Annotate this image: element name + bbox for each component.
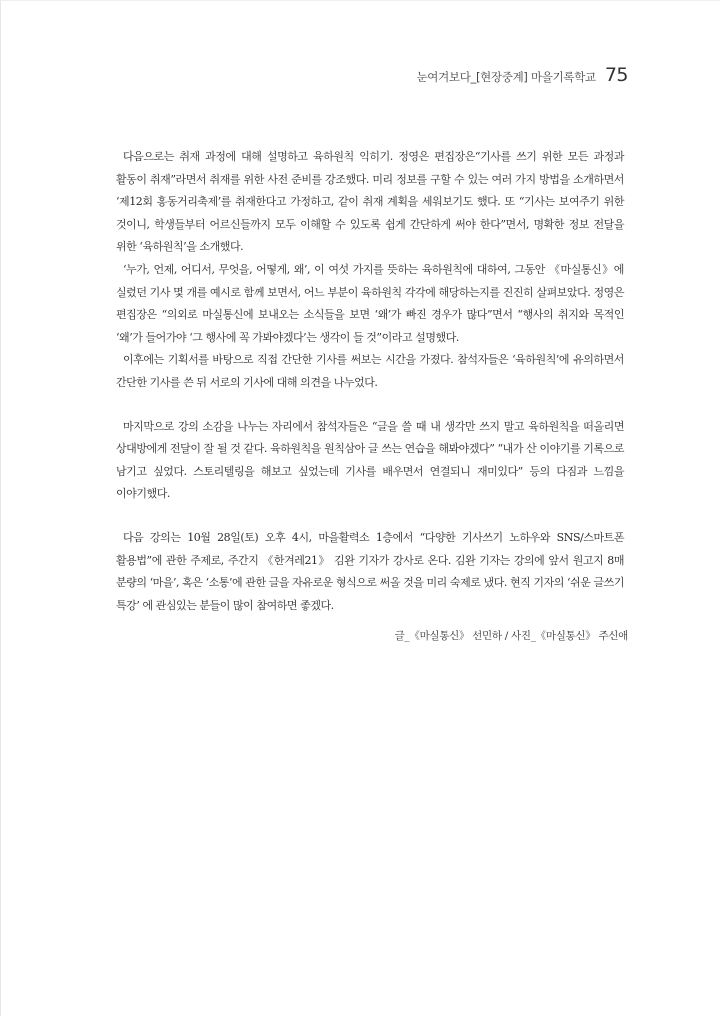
article-body	[116, 146, 624, 617]
running-header	[417, 64, 629, 86]
paragraph-writing-practice: 이후에는 기획서를 바탕으로 직접 간단한 기사를 써보는 시간을 가졌다. 참석자들은 ‘육하원칙’에 유의하면서 간단한 기사를 쓴 뒤 서로의 기사에 대해 의견을 나누었다.	[116, 353, 624, 389]
paragraph-six-principles: ‘누가, 언제, 어디서, 무엇을, 어떻게, 왜’, 이 여섯 가지를 뜻하는 육하원칙에 대하여, 그동안 《마실통신》에 실렸던 기사 몇 개를 예시로 함께 보면서, 어느 부분이 육하원칙 각각에 해당하는지를 진진히 살펴보았다. 정영은 편집장은 “의외로 마실통신에 보내오는 소식들을 보면 ‘왜’가 빠진 경우가 많다”면서 “행사의 취지와 목적인 ‘왜’가 들어가야 ‘그 행사에 꼭 가봐야겠다’는 생각이 들 것”이라고 설명했다.	[116, 262, 624, 344]
article-byline: 글_《마실통신》 선민하 / 사진_《마실통신》 주신애	[394, 630, 628, 642]
paragraph-interview-process: 다음으로는 취재 과정에 대해 설명하고 육하원칙 익히기. 정영은 편집장은“기사를 쓰기 위한 모든 과정과 활동이 취재”라면서 취재를 위한 사전 준비를 강조했다. 미리 정보를 구할 수 있는 여러 가지 방법을 소개하면서 ‘제12회 홍동거리축제’를 취재한다고 가정하고, 같이 취재 계획을 세워보기도 했다. 또 “기사는 보여주기 위한 것이니, 학생들부터 어르신들까지 모두 이해할 수 있도록 쉽게 간단하게 써야 한다”면서, 명확한 정보 전달을 위한 ‘육하원칙’을 소개했다.	[116, 150, 624, 254]
paragraph-impressions: 마지막으로 강의 소감을 나누는 자리에서 참석자들은 “글을 쓸 때 내 생각만 쓰지 말고 육하원칙을 떠올리면 상대방에게 전달이 잘 될 것 같다. 육하원칙을 원칙삼아 글 쓰는 연습을 해봐야겠다” “내가 산 이야기를 기록으로 남기고 싶었다. 스토리텔링을 해보고 싶었는데 기사를 배우면서 연결되니 재미있다” 등의 다짐과 느낌을 이야기했다.	[116, 419, 624, 501]
page-number: 75	[604, 64, 628, 86]
header-title: 눈여겨보다_[현장중계] 마을기록학교	[416, 70, 596, 84]
paragraph-next-lecture: 다음 강의는 10월 28일(토) 오후 4시, 마을활력소 1층에서 “다양한 기사쓰기 노하우와 SNS/스마트폰 활용법”에 관한 주제로, 주간지 《한겨레21》 김완 기자가 강사로 온다. 김완 기자는 강의에 앞서 원고지 8매 분량의 ‘마을’, 혹은 ‘소통’에 관한 글을 자유로운 형식으로 써올 것을 미리 숙제로 냈다. 현직 기자의 ‘쉬운 글쓰기 특강’ 에 관심있는 분들이 많이 참여하면 좋겠다.	[116, 530, 624, 612]
